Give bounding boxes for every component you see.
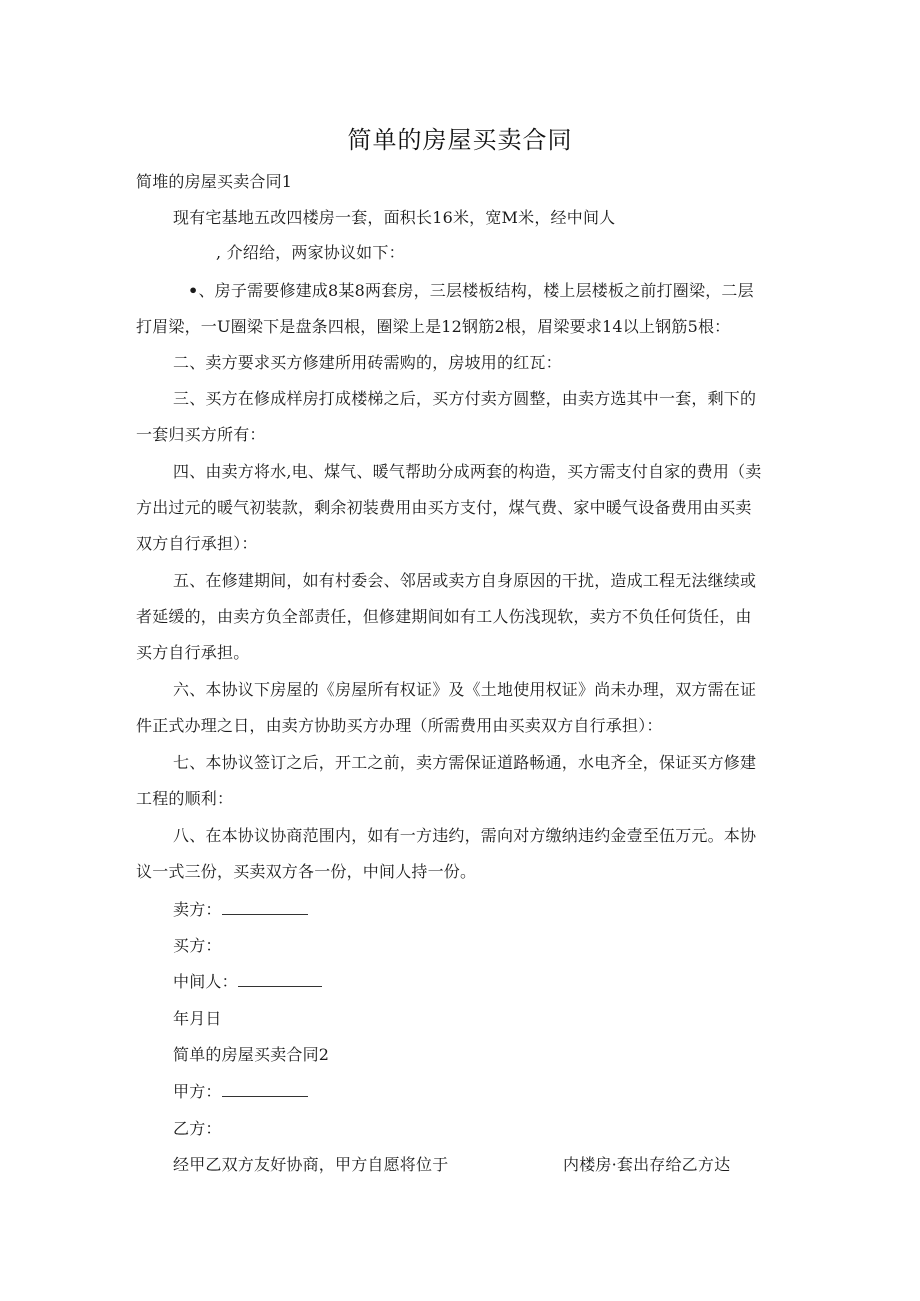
clause-2-line-1: 二、卖方要求买方修建所用砖需购的，房坡用的红瓦： <box>173 353 562 372</box>
clause-3-line-2: 一套归买方所有： <box>136 425 266 444</box>
section2-heading: 简单的房屋买卖合同2 <box>173 1045 330 1064</box>
seller-blank <box>222 900 308 915</box>
clause-8-line-2: 议一式三份，买卖双方各一份，中间人持一份。 <box>136 862 477 881</box>
document-title: 简单的房屋买卖合同 <box>347 126 573 154</box>
clause-8-line-1: 八、在本协议协商范围内，如有一方违约，需向对方缴纳违约金壹至伍万元。本协 <box>173 826 757 845</box>
clause-4-line-1: 四、由卖方将水,电、煤气、暖气帮助分成两套的构造，买方需支付自家的费用（卖 <box>173 462 762 481</box>
clause-4-line-2: 方出过元的暖气初装款，剩余初装费用由买方支付，煤气费、家中暖气设备费用由买卖 <box>136 498 752 517</box>
final-line-part-1: 经甲乙双方友好协商，甲方自愿将位于 <box>173 1155 449 1174</box>
bullet-icon: • <box>188 281 199 300</box>
clause-1-line-1 <box>188 279 754 303</box>
clause-5-line-1: 五、在修建期间，如有村委会、邻居或卖方自身原因的干扰，造成工程无法继续或 <box>173 571 757 590</box>
clause-6-line-1: 六、本协议下房屋的《房屋所有权证》及《土地使用权证》尚未办理，双方需在证 <box>173 680 757 699</box>
clause-5-line-2: 者延缓的，由卖方负全部责任，但修建期间如有工人伤浅现软，卖方不负任何货任，由 <box>136 607 752 626</box>
intro-line-2: , 介绍给，两家协议如下： <box>216 243 405 262</box>
middleman-label: 中间人： <box>173 972 238 991</box>
clause-5-line-3: 买方自行承担。 <box>136 643 250 662</box>
clause-6-line-2: 件正式办理之日，由卖方协助买方办理（所需费用由买卖双方自行承担）： <box>136 716 663 735</box>
party-a-blank <box>222 1082 308 1097</box>
seller-signature-line <box>173 898 308 922</box>
clause-1-text: 、房子需要修建成8某8两套房，三层楼板结构，楼上层楼板之前打圈梁，二层 <box>198 281 754 300</box>
intro-line-1: 现有宅基地五改四楼房一套，面积长16米，宽M米，经中间人 <box>173 208 616 227</box>
party-a-label: 甲方： <box>173 1082 222 1101</box>
final-line-part-2: 内楼房·套出存给乙方达 <box>563 1155 731 1174</box>
clause-1-line-2: 打眉梁，一U圈梁下是盘条四根，圈梁上是12钢筋2根，眉梁要求14以上钢筋5根： <box>136 317 731 336</box>
seller-label: 卖方： <box>173 900 222 919</box>
clause-3-line-1: 三、买方在修成样房打成楼梯之后，买方付卖方圆整，由卖方选其中一套，剩下的 <box>173 389 757 408</box>
middleman-blank <box>238 972 322 987</box>
date-label: 年月日 <box>173 1009 222 1028</box>
section1-heading: 简堆的房屋买卖合同1 <box>136 172 293 191</box>
clause-4-line-3: 双方自行承担）： <box>136 534 258 553</box>
clause-7-line-1: 七、本协议签订之后，开工之前，卖方需保证道路畅通，水电齐全，保证买方修建 <box>173 753 757 772</box>
clause-7-line-2: 工程的顺利： <box>136 789 234 808</box>
middleman-signature-line <box>173 970 322 994</box>
party-b-label: 乙方： <box>173 1119 222 1138</box>
buyer-label: 买方： <box>173 936 222 955</box>
party-a-signature-line <box>173 1080 308 1104</box>
